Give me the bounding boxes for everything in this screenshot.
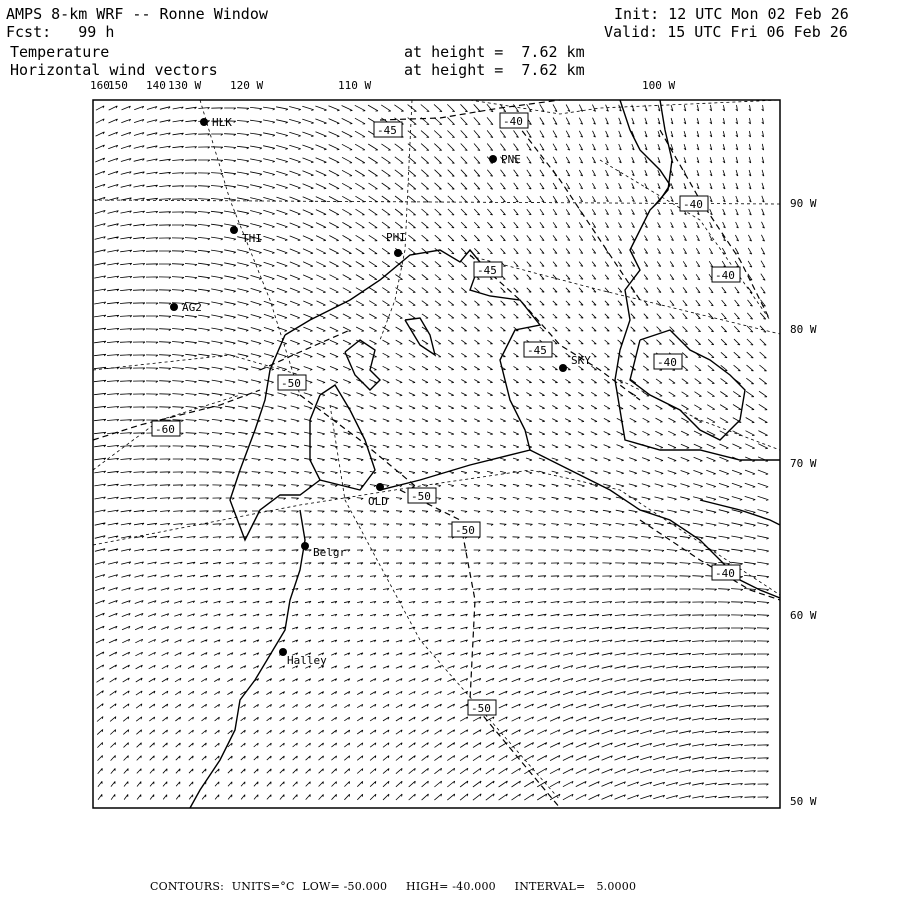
graticule-line	[200, 100, 300, 395]
plot-title: AMPS 8-km WRF -- Ronne Window	[6, 5, 268, 23]
wind-vectors	[94, 104, 769, 800]
contour-label	[500, 113, 528, 128]
lat-label-50: 50 W	[790, 795, 817, 808]
contour-label-text: -40	[715, 269, 735, 282]
station-label: Halley	[287, 654, 327, 667]
contour-label	[452, 522, 480, 537]
station-marker	[200, 118, 208, 126]
contour-footer	[150, 880, 640, 893]
coastline-inlet	[630, 330, 745, 440]
contour-line	[260, 330, 350, 370]
footer-high: HIGH= -40.000	[406, 880, 496, 893]
coastline-berkner	[310, 385, 375, 490]
station-marker	[394, 249, 402, 257]
valid-time: Valid: 15 UTC Fri 06 Feb 26	[604, 23, 848, 41]
station-marker	[170, 303, 178, 311]
station-label: SKY	[571, 354, 591, 367]
station-halley	[279, 648, 327, 667]
field-wind: Horizontal wind vectors	[10, 61, 218, 79]
contour-label	[468, 700, 496, 715]
contour-label-text: -45	[477, 264, 497, 277]
contour-line	[510, 115, 640, 300]
stations	[170, 116, 591, 667]
contour-label-text: -45	[377, 124, 397, 137]
wind-vector-field	[94, 104, 769, 800]
contour-label	[654, 354, 682, 369]
contour-label-text: -60	[155, 423, 175, 436]
coastline-peninsula-west	[230, 335, 320, 540]
station-label: OLD	[368, 495, 388, 508]
contour-label	[524, 342, 552, 357]
lat-label-60: 60 W	[790, 609, 817, 622]
lat-label-90: 90 W	[790, 197, 817, 210]
graticule-line	[93, 355, 300, 375]
station-marker	[376, 483, 384, 491]
graticule-line	[470, 100, 780, 114]
station-label: PNE	[501, 153, 521, 166]
contour-label	[152, 421, 180, 436]
contour-label-text: -50	[411, 490, 431, 503]
station-belgr	[301, 542, 346, 559]
contour-label-text: -40	[657, 356, 677, 369]
station-label: PHI	[386, 231, 406, 244]
contour-label-text: -45	[527, 344, 547, 357]
station-thi	[230, 226, 262, 245]
contour-label-text: -50	[455, 524, 475, 537]
lat-label-70: 70 W	[790, 457, 817, 470]
coastline-island	[405, 318, 435, 355]
station-hlk	[200, 116, 232, 129]
contour-label-text: -50	[281, 377, 301, 390]
temperature-contours	[93, 100, 780, 808]
footer-units: UNITS=°C	[231, 880, 295, 893]
contour-label	[712, 565, 740, 580]
lon-label-120: 120 W	[230, 79, 264, 92]
coastline-inner	[655, 100, 672, 205]
contour-label	[680, 196, 708, 211]
station-label: Belgr	[313, 546, 347, 559]
station-label: HLK	[212, 116, 232, 129]
contour-label-text: -40	[503, 115, 523, 128]
contour-line	[640, 520, 780, 600]
contour-label-text: -40	[715, 567, 735, 580]
contour-label	[712, 267, 740, 282]
graticule-line	[93, 200, 780, 204]
station-marker	[279, 648, 287, 656]
contour-line	[660, 130, 770, 320]
height-temperature: at height = 7.62 km	[404, 43, 585, 61]
footer-low: LOW= -50.000	[302, 880, 388, 893]
station-old	[368, 483, 388, 508]
lon-label-160: 160	[90, 79, 110, 92]
height-wind: at height = 7.62 km	[404, 61, 585, 79]
station-marker	[230, 226, 238, 234]
contour-label	[278, 375, 306, 390]
init-time: Init: 12 UTC Mon 02 Feb 26	[614, 5, 849, 23]
station-label: AG2	[182, 301, 202, 314]
contour-label-text: -40	[683, 198, 703, 211]
contour-label	[374, 122, 402, 137]
lon-label-110: 110 W	[338, 79, 372, 92]
forecast-hour: Fcst: 99 h	[6, 23, 115, 41]
contour-label-text: -50	[471, 702, 491, 715]
lon-label-150: 150	[108, 79, 128, 92]
map-frame	[93, 100, 780, 808]
footer-contours: CONTOURS:	[150, 880, 225, 893]
station-marker	[489, 155, 497, 163]
contour-label	[408, 488, 436, 503]
station-sky	[559, 354, 591, 372]
field-temperature: Temperature	[10, 43, 110, 61]
contour-label	[474, 262, 502, 277]
station-label: THI	[242, 232, 262, 245]
lon-label-130: 130 W	[168, 79, 202, 92]
lon-label-140: 140	[146, 79, 166, 92]
lat-label-80: 80 W	[790, 323, 817, 336]
contour-line	[380, 100, 560, 120]
footer-interval: INTERVAL= 5.0000	[514, 880, 637, 893]
coastline-antarctic-ice	[615, 100, 780, 460]
lon-label-100: 100 W	[642, 79, 676, 92]
station-pne	[489, 153, 521, 166]
station-marker	[559, 364, 567, 372]
station-marker	[301, 542, 309, 550]
